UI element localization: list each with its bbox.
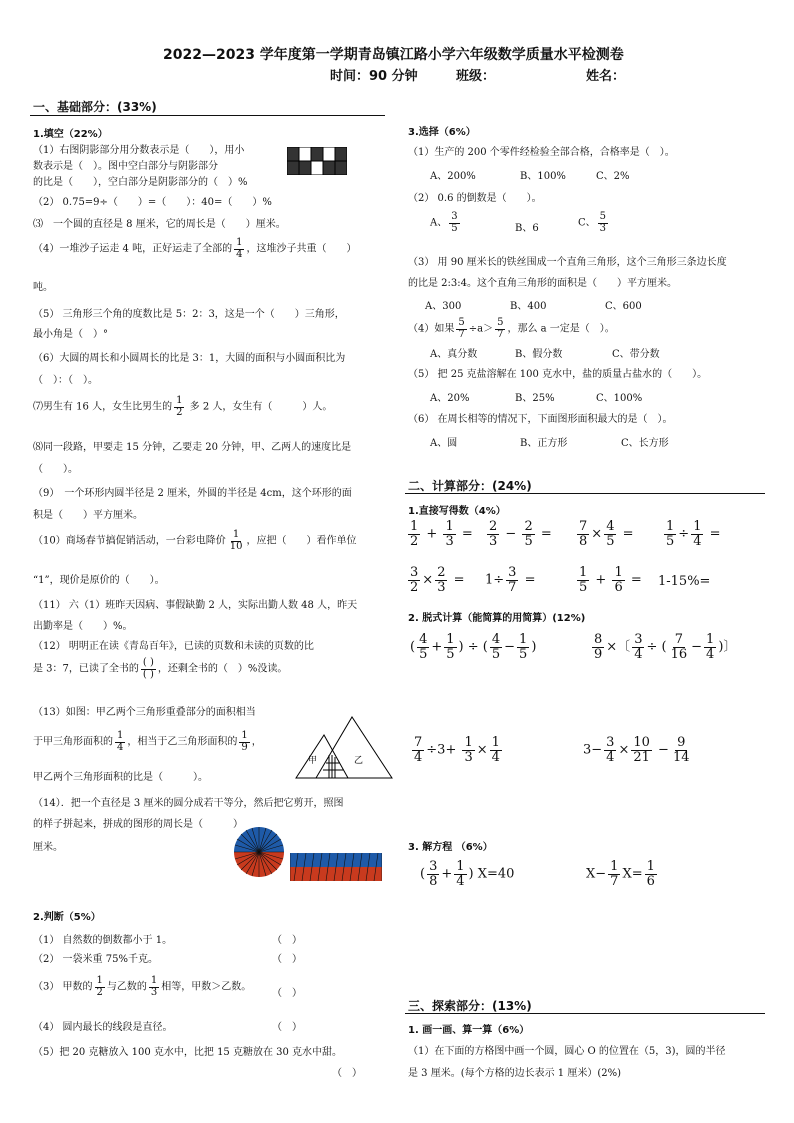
- explore-1-line1: （1）在下面的方格图中画一个圆，圆心 O 的位置在（5，3)，圆的半径: [408, 1046, 726, 1057]
- choice-5-option-b[interactable]: B、25%: [515, 393, 555, 404]
- q5-line2: 最小角是（ ）°: [33, 329, 108, 340]
- part1-divider: [30, 115, 385, 116]
- choice-6: （6） 在周长相等的情况下，下面图形面积最大的是（ ）。: [408, 414, 673, 425]
- q12-num: ( ): [142, 657, 154, 668]
- q3: ⑶ 一个圆的直径是 8 厘米，它的周长是（ ）厘米。: [33, 219, 286, 230]
- choice-2: （2） 0.6 的倒数是（ ）。: [408, 193, 542, 204]
- step-calc-2: $\frac{8}{9}$ ×〔 $\frac{3}{4}$ ÷ ( $\frac{7}{16}$ − $\frac{1}{4}$ )〕: [594, 632, 737, 662]
- q14-line3: 厘米。: [33, 842, 63, 853]
- circle-sectors-figure: [233, 826, 285, 878]
- step-calc-1: ( $\frac{4}{5}$ + $\frac{1}{5}$ ) ÷ ( $\frac{4}{5}$ − $\frac{1}{5}$ ): [410, 632, 537, 662]
- q13-fraction-2: [239, 731, 249, 753]
- q12-den: ( ): [142, 668, 154, 680]
- part3-divider: [405, 1013, 765, 1014]
- choice-1: （1）生产的 200 个零件经检验全部合格，合格率是（ ）。: [408, 147, 675, 158]
- exam-time: 时间：90 分钟: [330, 69, 418, 84]
- judge-4: （4） 圆内最长的线段是直径。: [33, 1022, 173, 1033]
- choice-4-num-2: 5: [497, 317, 504, 328]
- choice-4-option-b[interactable]: B、假分数: [515, 349, 563, 360]
- calc-4-eq: =: [709, 526, 721, 542]
- choice-4: [408, 318, 615, 340]
- q12-text-a: 是 3：7，已读了全书的: [33, 663, 139, 675]
- calc-5: $\frac{3}{2}$ × $\frac{2}{3}$ =: [410, 565, 465, 595]
- choice-2-c-den: 3: [599, 222, 607, 234]
- calc-2-eq: =: [540, 526, 552, 542]
- judge-3-text-b: 与乙数的: [106, 981, 147, 993]
- calc-3-eq: =: [622, 526, 634, 542]
- q8-line1: ⑻同一段路，甲要走 15 分钟，乙要走 20 分钟，甲、乙两人的速度比是: [33, 442, 352, 453]
- judge-3-den-2: 3: [150, 986, 158, 998]
- choice-2-c-fraction: [598, 212, 608, 234]
- equation-2: X− $\frac{1}{7}$ X= $\frac{1}{6}$: [586, 859, 655, 889]
- q11-line1: （11） 六（1）班昨天因病、事假缺勤 2 人，实际出勤人数 48 人，昨天: [33, 600, 358, 611]
- judge-3-num-2: 1: [150, 975, 158, 986]
- calc-4-op: ÷: [678, 526, 690, 542]
- calc-3: $\frac{7}{8}$ × $\frac{4}{5}$ =: [579, 519, 634, 549]
- choice-4-text-a: （4）如果: [408, 323, 455, 335]
- choice-3-line1: （3） 用 90 厘米长的铁丝围成一个直角三角形，这个三角形三条边长度: [408, 257, 727, 268]
- choice-2-option-a[interactable]: [430, 212, 462, 234]
- choice-6-option-c[interactable]: C、长方形: [621, 438, 669, 449]
- q10-line2: “1”，现价是原价的（ ）。: [33, 575, 165, 586]
- judge-3-text-a: （3） 甲数的: [33, 981, 93, 993]
- q12-text-b: ，还剩全书的（ ）%没读。: [157, 663, 288, 675]
- choice-4-text-b: ÷a＞: [468, 323, 494, 335]
- q10-text-b: ，应把（ ）看作单位: [246, 535, 357, 547]
- q6-line1: （6）大圆的周长和小圆周长的比是 3：1，大圆的面积与小圆面积比为: [33, 353, 346, 364]
- part1-heading: 一、基础部分：(33%): [33, 100, 157, 114]
- q9-line2: 积是（ ）平方厘米。: [33, 510, 143, 521]
- q12-line2: [33, 658, 287, 680]
- q12-fraction: [141, 658, 156, 680]
- q14-line1: （14）．把一个直径是 3 厘米的圆分成若干等分，然后把它剪开，照图: [33, 798, 344, 809]
- judge-5: （5）把 20 克糖放入 100 克水中，比把 15 克糖放在 30 克水中甜。: [33, 1047, 343, 1058]
- q13-den-1: 4: [117, 741, 124, 753]
- choice-2-a-den: 5: [451, 222, 458, 234]
- q4-text-a: （4）一堆沙子运走 4 吨，正好运走了全部的: [33, 243, 233, 255]
- explore-1-line2: 是 3 厘米。(每个方格的边长表示 1 厘米）(2%): [408, 1068, 622, 1079]
- choice-4-fraction-1: [456, 318, 466, 340]
- explore-1-title: 1. 画一画、算一算（6%）: [408, 1025, 530, 1036]
- q4-fraction: [234, 238, 244, 260]
- judge-3-text-c: 相等，甲数＞乙数。: [161, 981, 252, 993]
- q4-text-b: ，这堆沙子共重（ ）: [246, 243, 357, 255]
- choice-3-option-a[interactable]: A、300: [425, 301, 462, 312]
- q14-line2: 的样子拼起来，拼成的图形的周长是（ ）: [33, 819, 243, 830]
- q13-line2: [33, 731, 262, 753]
- choice-3-line2: 的比是 2:3:4。这个直角三角形的面积是（ ）平方厘米。: [408, 278, 678, 289]
- equation-2-mid: X=: [622, 866, 643, 882]
- judge-5-blank[interactable]: （ ）: [332, 1068, 362, 1079]
- equation-1-tail: X=40: [477, 866, 515, 882]
- judge-3-num-1: 1: [96, 975, 103, 986]
- choice-1-option-c[interactable]: C、2%: [596, 171, 630, 182]
- calc-1: $\frac{1}{2}$ + $\frac{1}{3}$ =: [410, 519, 473, 549]
- q10-num: 1: [232, 529, 240, 540]
- judge-1: （1） 自然数的倒数都小于 1。: [33, 935, 173, 946]
- name-label: 姓名：: [586, 69, 626, 84]
- calc-2: $\frac{2}{3}$ − $\frac{2}{5}$ =: [489, 519, 552, 549]
- q13-text-b: ，相当于乙三角形面积的: [127, 736, 238, 748]
- calc-2-op: −: [505, 526, 517, 542]
- q10-den: 10: [229, 540, 243, 552]
- q13-num-1: 1: [117, 730, 124, 741]
- q7-den: 2: [176, 406, 183, 418]
- q7-text-a: ⑺男生有 16 人，女生比男生的: [33, 401, 173, 413]
- equation-2-head: X−: [586, 866, 607, 882]
- q7: [33, 396, 332, 418]
- choice-2-a-fraction: [449, 212, 459, 234]
- q10-text-a: （10）商场春节搞促销活动，一台彩电降价: [33, 535, 226, 547]
- q13-text-a: 于甲三角形面积的: [33, 736, 113, 748]
- judge-3-fraction-2: [149, 976, 159, 998]
- q2: （2） 0.75=9÷（ ）=（ ）：40=（ ）%: [33, 197, 272, 208]
- choice-2-c-label: C、: [578, 217, 596, 229]
- q5-line1: （5） 三角形三个角的度数比是 5：2：3，这是一个（ ）三角形，: [33, 309, 345, 320]
- fill-blank-title: 1.填空（22%）: [33, 129, 108, 140]
- choice-2-option-c[interactable]: [578, 212, 610, 234]
- choice-3-option-c[interactable]: C、600: [605, 301, 642, 312]
- q13-num-2: 1: [241, 730, 248, 741]
- triangle-b-label: 乙: [354, 756, 364, 766]
- calc-4: $\frac{1}{5}$ ÷ $\frac{1}{4}$ =: [666, 519, 721, 549]
- q1-line2: 数表示是（ ）。图中空白部分与阴影部分: [33, 161, 218, 172]
- judge-1-blank[interactable]: （ ）: [272, 935, 302, 946]
- step-calc-4: 3− $\frac{3}{4}$ × $\frac{10}{21}$ − $\frac{9}{14}$: [583, 735, 690, 765]
- choice-3-option-b[interactable]: B、400: [510, 301, 547, 312]
- exam-title: 2022—2023 学年度第一学期青岛镇江路小学六年级数学质量水平检测卷: [163, 47, 624, 63]
- calc-3-op: ×: [591, 526, 603, 542]
- q13-line1: （13）如图：甲乙两个三角形重叠部分的面积相当: [33, 707, 256, 718]
- q4-line2: 吨。: [33, 282, 53, 293]
- calc-7: $\frac{1}{5}$ + $\frac{1}{6}$ =: [579, 565, 642, 595]
- choice-4-den-1: 7: [458, 328, 465, 340]
- judge-3-den-1: 2: [96, 986, 103, 998]
- part2-divider: [405, 493, 765, 494]
- calc-6: 1÷ $\frac{3}{7}$ =: [485, 565, 536, 595]
- choice-4-fraction-2: [495, 318, 505, 340]
- judge-3: [33, 976, 251, 998]
- q7-fraction: [174, 396, 184, 418]
- judge-2-blank[interactable]: （ ）: [272, 954, 302, 965]
- step-calc-title: 2. 脱式计算（能简算的用简算）(12%): [408, 613, 586, 624]
- choice-5-option-c[interactable]: C、100%: [596, 393, 643, 404]
- choice-6-option-b[interactable]: B、正方形: [520, 438, 568, 449]
- choice-2-option-b[interactable]: B、6: [515, 223, 539, 234]
- q12-line1: （12） 明明正在读《青岛百年》，已读的页数和未读的页数的比: [33, 641, 314, 652]
- choice-5-option-a[interactable]: A、20%: [430, 393, 470, 404]
- choice-5: （5） 把 25 克盐溶解在 100 克水中，盐的质量占盐水的（ ）。: [408, 369, 708, 380]
- calc-1-eq: =: [461, 526, 473, 542]
- q13-fraction-1: [115, 731, 125, 753]
- class-label: 班级：: [456, 69, 496, 84]
- triangle-a-label: 甲: [308, 756, 318, 766]
- q9-line1: （9） 一个环形内圆半径是 2 厘米，外圆的半径是 4cm，这个环形的面: [33, 488, 352, 499]
- q4-num: 1: [236, 237, 243, 248]
- q13-line3: 甲乙两个三角形面积的比是（ ）。: [33, 772, 208, 783]
- choice-1-option-b[interactable]: B、100%: [520, 171, 566, 182]
- calc-8: 1-15%=: [658, 574, 711, 589]
- choice-2-a-num: 3: [451, 211, 458, 222]
- q7-text-b: 多 2 人，女生有（ ）人。: [186, 401, 333, 413]
- judge-3-blank[interactable]: （ ）: [272, 988, 302, 999]
- q13-text-c: ，: [251, 736, 262, 748]
- overlapping-triangles-figure: [294, 715, 394, 780]
- choice-4-den-2: 7: [497, 328, 504, 340]
- q4-den: 4: [236, 248, 243, 260]
- equation-title: 3. 解方程 （6%）: [408, 842, 493, 853]
- equation-1: ( $\frac{3}{8}$ + $\frac{1}{4}$ ) X=40: [420, 859, 515, 889]
- shaded-grid-figure: [287, 147, 347, 175]
- q10-line1: [33, 530, 356, 552]
- judge-4-blank[interactable]: （ ）: [272, 1022, 302, 1033]
- judge-title: 2.判断（5%）: [33, 912, 101, 923]
- choice-4-text-c: ，那么 a 一定是（ ）。: [507, 323, 615, 335]
- q13-den-2: 9: [241, 741, 248, 753]
- choice-2-c-num: 5: [599, 211, 607, 222]
- q4-line1: [33, 238, 356, 260]
- choice-title: 3.选择（6%）: [408, 127, 476, 138]
- judge-3-fraction-1: [95, 976, 105, 998]
- step-calc-3: $\frac{7}{4}$ ÷3+ $\frac{1}{3}$ × $\frac{1}{4}$: [414, 735, 500, 765]
- part3-heading: 三、探索部分：(13%): [408, 999, 532, 1013]
- q1-line1: （1）右图阴影部分用分数表示是（ ），用小: [33, 145, 245, 156]
- q7-num: 1: [176, 395, 183, 406]
- rearranged-parallelogram-figure: [290, 853, 382, 881]
- choice-2-a-label: A、: [430, 217, 448, 229]
- choice-4-num-1: 5: [458, 317, 465, 328]
- choice-1-option-a[interactable]: A、200%: [430, 171, 476, 182]
- q6-line2: （ ）：（ ）。: [33, 375, 98, 386]
- choice-4-option-a[interactable]: A、真分数: [430, 349, 478, 360]
- q11-line2: 出勤率是（ ）%。: [33, 621, 133, 632]
- q8-line2: （ ）。: [33, 464, 78, 475]
- judge-2: （2） 一袋米重 75%千克。: [33, 954, 158, 965]
- calc-1-op: +: [426, 526, 438, 542]
- choice-4-option-c[interactable]: C、带分数: [612, 349, 660, 360]
- choice-6-option-a[interactable]: A、圆: [430, 438, 458, 449]
- part2-heading: 二、计算部分：(24%): [408, 479, 532, 493]
- q10-fraction: [228, 530, 245, 552]
- direct-calc-title: 1.直接写得数（4%）: [408, 506, 506, 517]
- q1-line3: 的比是（ ），空白部分是阴影部分的（ ）%: [33, 177, 248, 188]
